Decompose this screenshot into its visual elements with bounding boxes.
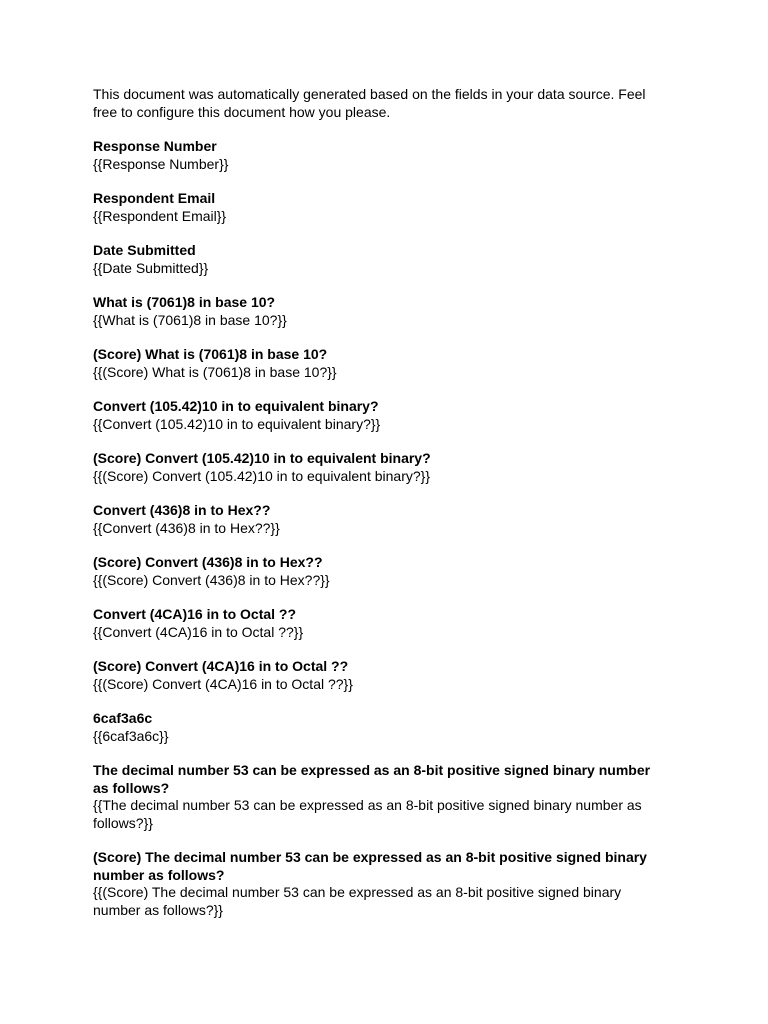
- field-label: What is (7061)8 in base 10?: [93, 294, 276, 310]
- field-placeholder: {{Convert (436)8 in to Hex??}}: [93, 519, 280, 536]
- field-question-436-hex: [93, 502, 668, 537]
- field-label: The decimal number 53 can be expressed as an 8-bit positive signed binary number as follows?: [93, 762, 651, 796]
- field-question-53-binary: [93, 762, 668, 832]
- field-respondent-email: [93, 190, 668, 225]
- field-placeholder: {{6caf3a6c}}: [93, 727, 169, 744]
- field-label: 6caf3a6c: [93, 710, 153, 726]
- field-placeholder: {{(Score) The decimal number 53 can be expressed as an 8-bit positive signed binary number as follows?}}: [93, 884, 622, 918]
- field-label: Convert (105.42)10 in to equivalent binary?: [93, 398, 379, 414]
- intro-text: This document was automatically generated based on the fields in your data source. Feel free to configure this document how you please.: [93, 86, 646, 120]
- field-date-submitted: [93, 242, 668, 277]
- field-placeholder: {{The decimal number 53 can be expressed as an 8-bit positive signed binary number as follows?}}: [93, 797, 642, 831]
- field-placeholder: {{Response Number}}: [93, 155, 229, 172]
- field-score-53-binary: [93, 849, 668, 919]
- field-label: Response Number: [93, 138, 217, 154]
- field-question-7061-base10: [93, 294, 668, 329]
- field-placeholder: {{(Score) Convert (4CA)16 in to Octal ??}}: [93, 675, 353, 692]
- field-placeholder: {{(Score) Convert (105.42)10 in to equivalent binary?}}: [93, 467, 430, 484]
- field-question-4ca-octal: [93, 606, 668, 641]
- field-score-436-hex: [93, 554, 668, 589]
- field-label: (Score) The decimal number 53 can be expressed as an 8-bit positive signed binary number as follows?: [93, 849, 647, 883]
- field-placeholder: {{(Score) What is (7061)8 in base 10?}}: [93, 363, 337, 380]
- field-6caf3a6c: [93, 710, 668, 745]
- field-label: Convert (436)8 in to Hex??: [93, 502, 271, 518]
- field-label: Convert (4CA)16 in to Octal ??: [93, 606, 297, 622]
- field-label: (Score) Convert (105.42)10 in to equivalent binary?: [93, 450, 431, 466]
- field-label: (Score) Convert (4CA)16 in to Octal ??: [93, 658, 349, 674]
- field-label: Date Submitted: [93, 242, 196, 258]
- field-label: (Score) What is (7061)8 in base 10?: [93, 346, 328, 362]
- field-placeholder: {{Convert (105.42)10 in to equivalent binary?}}: [93, 415, 381, 432]
- field-placeholder: {{Date Submitted}}: [93, 259, 209, 276]
- field-placeholder: {{What is (7061)8 in base 10?}}: [93, 311, 287, 328]
- field-question-105-binary: [93, 398, 668, 433]
- field-label: Respondent Email: [93, 190, 216, 206]
- field-placeholder: {{Convert (4CA)16 in to Octal ??}}: [93, 623, 304, 640]
- field-score-7061-base10: [93, 346, 668, 381]
- field-placeholder: {{(Score) Convert (436)8 in to Hex??}}: [93, 571, 330, 588]
- field-score-105-binary: [93, 450, 668, 485]
- field-label: (Score) Convert (436)8 in to Hex??: [93, 554, 323, 570]
- field-score-4ca-octal: [93, 658, 668, 693]
- field-placeholder: {{Respondent Email}}: [93, 207, 227, 224]
- field-response-number: [93, 138, 668, 173]
